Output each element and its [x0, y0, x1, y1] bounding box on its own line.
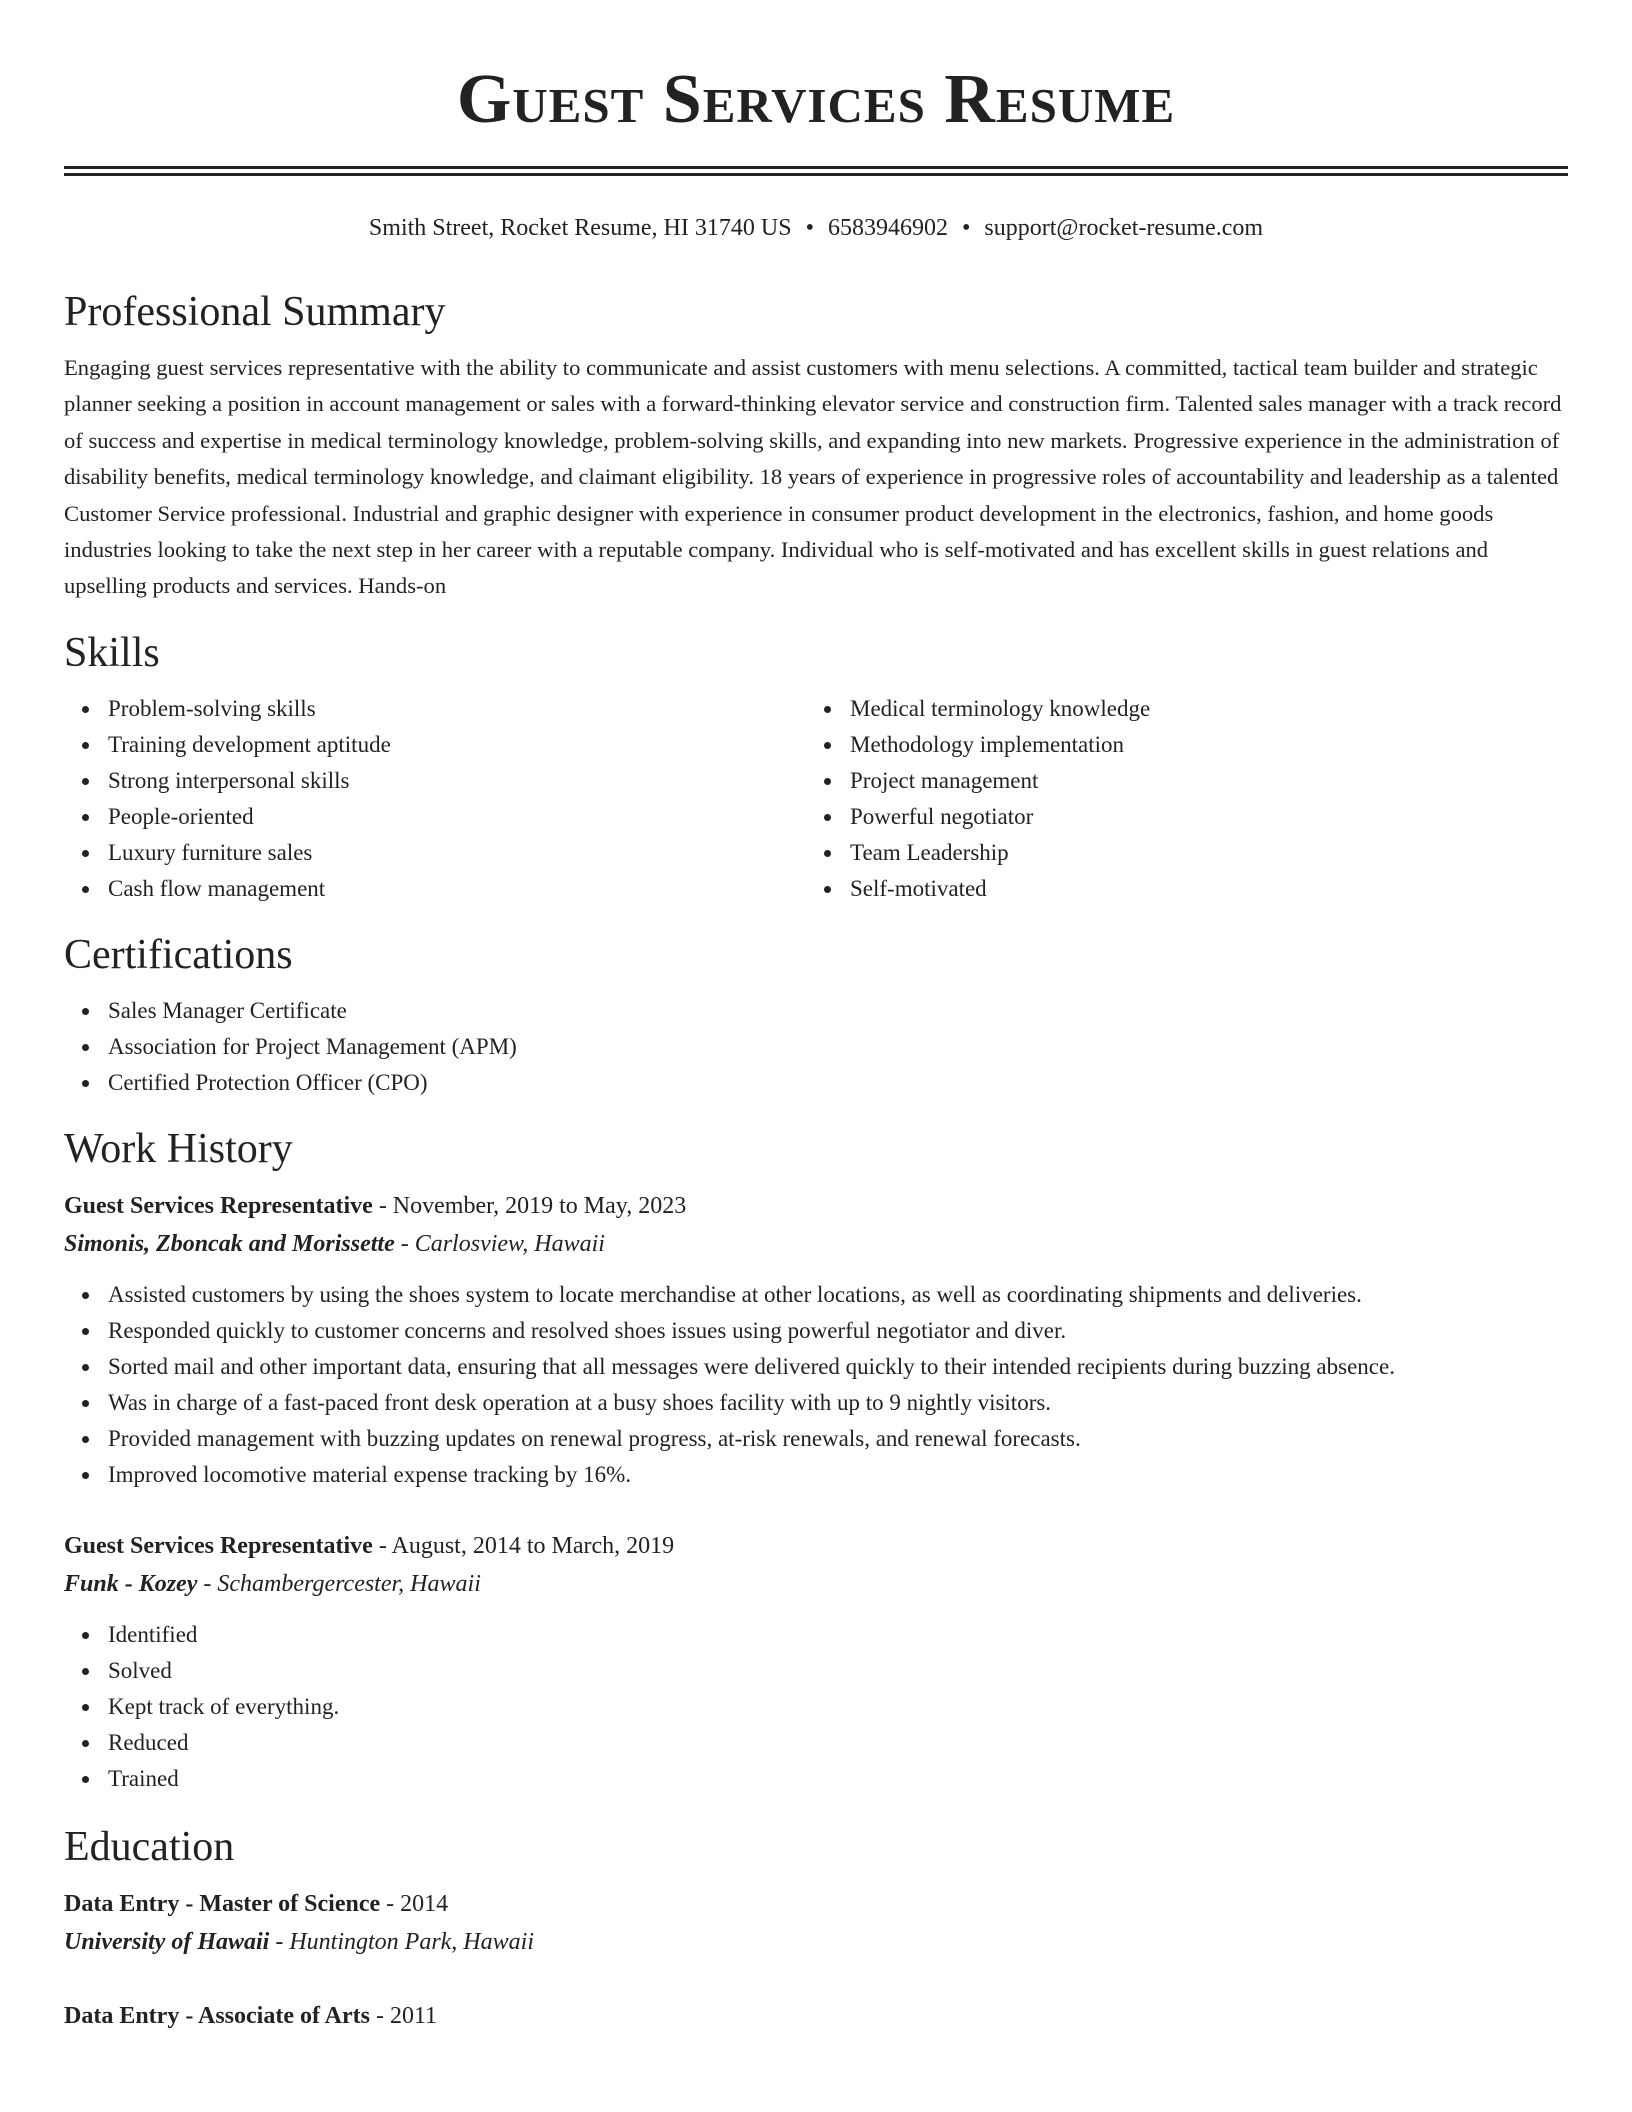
- skill-item: Problem-solving skills: [108, 691, 806, 727]
- job-duty-item: Trained: [108, 1761, 1568, 1797]
- skill-item: Methodology implementation: [850, 727, 1548, 763]
- job-dates: - August, 2014 to March, 2019: [372, 1532, 675, 1559]
- job-entry: [64, 1187, 1568, 1493]
- job-company: Funk - Kozey: [64, 1570, 198, 1597]
- job-title: Guest Services Representative: [64, 1532, 373, 1559]
- certification-item: Certified Protection Officer (CPO): [108, 1065, 1568, 1101]
- education-degree-line: [64, 1885, 1568, 1923]
- contact-line: [64, 212, 1568, 244]
- skill-item: Luxury furniture sales: [108, 835, 806, 871]
- education-year: - 2011: [369, 2002, 438, 2029]
- contact-phone: 6583946902: [827, 215, 948, 241]
- job-location: - Carlosview, Hawaii: [394, 1230, 605, 1257]
- certification-item: Sales Manager Certificate: [108, 993, 1568, 1029]
- job-duty-item: Solved: [108, 1653, 1568, 1689]
- job-duty-item: Provided management with buzzing updates on renewal progress, at-risk renewals, and renewal forecasts.: [108, 1421, 1568, 1457]
- certifications-heading: Certifications: [64, 931, 293, 978]
- education-school: University of Hawaii: [64, 1928, 270, 1955]
- education-entry: [64, 1885, 1568, 1961]
- skill-item: Medical terminology knowledge: [850, 691, 1548, 727]
- resume-title: Guest Services Resume: [456, 61, 1176, 138]
- title-divider-top: [64, 166, 1568, 169]
- skills-grid: [64, 691, 1568, 907]
- skill-item: Training development aptitude: [108, 727, 806, 763]
- skills-column-left: [64, 691, 806, 907]
- title-divider-bottom: [64, 173, 1568, 176]
- skill-item: Team Leadership: [850, 835, 1548, 871]
- certifications-list: [64, 993, 1568, 1101]
- job-duty-item: Assisted customers by using the shoes system to locate merchandise at other locations, as well as coordinating shipments and deliveries.: [108, 1277, 1568, 1313]
- skill-item: Powerful negotiator: [850, 799, 1548, 835]
- education-year: - 2014: [380, 1890, 449, 1917]
- job-duty-item: Kept track of everything.: [108, 1689, 1568, 1725]
- summary-heading: Professional Summary: [64, 289, 446, 335]
- job-title: Guest Services Representative: [64, 1192, 373, 1219]
- contact-address: Smith Street, Rocket Resume, HI 31740 US: [368, 215, 792, 241]
- skill-item: Cash flow management: [108, 871, 806, 907]
- job-dates: - November, 2019 to May, 2023: [372, 1192, 687, 1219]
- skills-column-right: [806, 691, 1548, 907]
- job-duty-item: Was in charge of a fast-paced front desk operation at a busy shoes facility with up to 9 nightly visitors.: [108, 1385, 1568, 1421]
- job-title-line: [64, 1187, 1568, 1225]
- job-entry: [64, 1527, 1568, 1797]
- job-duty-item: Improved locomotive material expense tracking by 16%.: [108, 1457, 1568, 1493]
- summary-text: Engaging guest services representative with the ability to communicate and assist customers with menu selections. A committed, tactical team builder and strategic planner seeking a position in account management or sales with a forward-thinking elevator service and construction firm. Talented sales manager with a track record of success and expertise in medical terminology knowledge, problem-solving skills, and expanding into new markets. Progressive experience in the administration of disability benefits, medical terminology knowledge, and claimant eligibility. 18 years of experience in progressive roles of accountability and leadership as a talented Customer Service professional. Industrial and graphic designer with experience in consumer product development in the electronics, fashion, and home goods industries looking to take the next step in her career with a reputable company. Individual who is self-motivated and has excellent skills in guest relations and upselling products and services. Hands-on: [64, 355, 1562, 599]
- education-entry: [64, 1997, 1568, 2035]
- job-duty-item: Reduced: [108, 1725, 1568, 1761]
- education-school-line: [64, 1923, 1568, 1961]
- contact-email: support@rocket-resume.com: [984, 215, 1264, 241]
- skill-item: Project management: [850, 763, 1548, 799]
- education-location: - Huntington Park, Hawaii: [269, 1928, 534, 1955]
- education-heading: Education: [64, 1823, 235, 1870]
- skill-item: Self-motivated: [850, 871, 1548, 907]
- work-history-heading: Work History: [64, 1125, 293, 1172]
- job-duties-list: [64, 1617, 1568, 1797]
- job-title-line: [64, 1527, 1568, 1565]
- job-duty-item: Responded quickly to customer concerns and resolved shoes issues using powerful negotiator and diver.: [108, 1313, 1568, 1349]
- education-degree-line: [64, 1997, 1568, 2035]
- resume-page: [64, 0, 1568, 2035]
- job-duty-item: Identified: [108, 1617, 1568, 1653]
- job-company-line: [64, 1565, 1568, 1603]
- skill-item: Strong interpersonal skills: [108, 763, 806, 799]
- certification-item: Association for Project Management (APM): [108, 1029, 1568, 1065]
- job-duties-list: [64, 1277, 1568, 1493]
- job-company: Simonis, Zboncak and Morissette: [64, 1230, 395, 1257]
- job-duty-item: Sorted mail and other important data, ensuring that all messages were delivered quickly to their intended recipients during buzzing absence.: [108, 1349, 1568, 1385]
- job-company-line: [64, 1225, 1568, 1263]
- skill-item: People-oriented: [108, 799, 806, 835]
- education-degree: Data Entry - Associate of Arts: [64, 2002, 370, 2029]
- contact-separator: •: [961, 215, 971, 241]
- job-location: - Schambergercester, Hawaii: [197, 1570, 481, 1597]
- contact-separator: •: [805, 215, 814, 241]
- education-degree: Data Entry - Master of Science: [64, 1890, 381, 1917]
- skills-heading: Skills: [64, 629, 160, 676]
